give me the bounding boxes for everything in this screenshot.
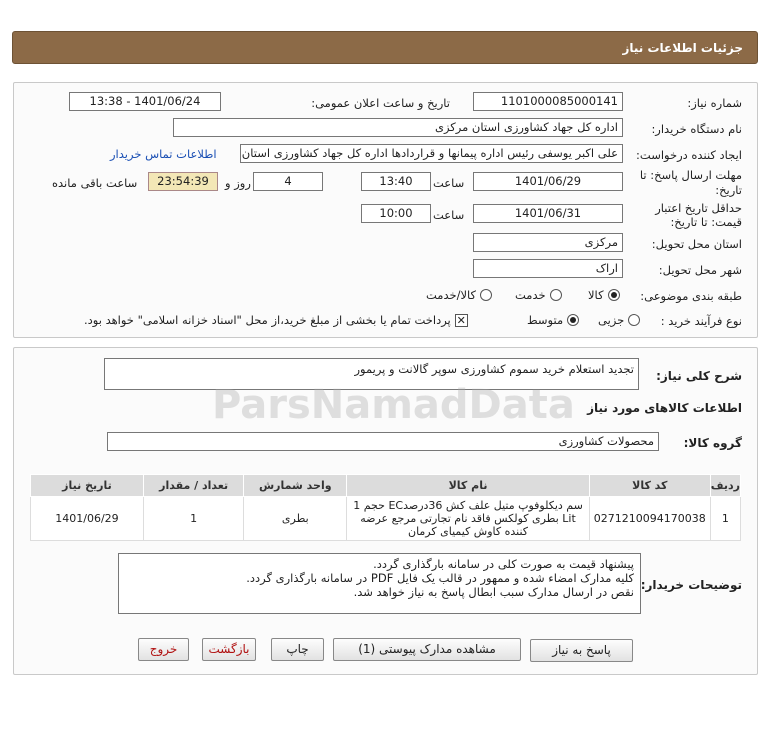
attachments-button[interactable]: مشاهده مدارک پیوستی (1) bbox=[333, 638, 521, 661]
watermark-brand: ParsNamadData bbox=[212, 382, 575, 428]
province-field: مرکزی bbox=[473, 233, 623, 252]
process-option-medium[interactable]: متوسط bbox=[527, 313, 579, 327]
days-label: روز و bbox=[225, 176, 251, 190]
radio-icon[interactable] bbox=[550, 289, 562, 301]
column-header-code: کد کالا bbox=[589, 475, 710, 497]
summary-field: تجدید استعلام خرید سموم کشاورزی سوپر گالانت و پریمور bbox=[104, 358, 639, 390]
checkbox-icon[interactable]: ✕ bbox=[456, 313, 466, 327]
validity-date-field: 1401/06/31 bbox=[473, 204, 623, 223]
column-header-unit: واحد شمارش bbox=[244, 475, 347, 497]
city-label: شهر محل تحویل: bbox=[658, 263, 742, 277]
buyer-contact-link[interactable]: اطلاعات تماس خریدار bbox=[110, 147, 217, 161]
validity-label: حداقل تاریخ اعتبار bbox=[655, 201, 742, 215]
deadline-label: مهلت ارسال پاسخ: تا bbox=[639, 168, 742, 182]
back-button[interactable]: بازگشت bbox=[202, 638, 256, 661]
validity-time-field: 10:00 bbox=[361, 204, 431, 223]
items-table bbox=[30, 474, 741, 541]
notes-line: کلیه مدارک امضاء شده و ممهور در قالب یک فایل PDF در سامانه بارگذاری گردد. bbox=[246, 571, 634, 585]
process-option-minor[interactable]: جزیی bbox=[598, 313, 640, 327]
column-header-row-number: ردیف bbox=[710, 475, 740, 497]
province-label: استان محل تحویل: bbox=[651, 237, 742, 251]
notes-line: نقص در ارسال مدارک سبب ابطال پاسخ به نیاز خواهد شد. bbox=[353, 585, 634, 599]
process-label: نوع فرآیند خرید : bbox=[660, 314, 742, 328]
cell-code: 0271210094170038 bbox=[589, 497, 710, 541]
deadline-time-field: 13:40 bbox=[361, 172, 431, 191]
days-remaining-field: 4 bbox=[253, 172, 323, 191]
notes-label: توضیحات خریدار: bbox=[640, 578, 742, 592]
radio-icon[interactable] bbox=[628, 314, 640, 326]
need-number-label: شماره نیاز: bbox=[687, 96, 742, 110]
treasury-payment-option[interactable]: ✕ پرداخت تمام یا بخشی از مبلغ خرید،از محل "اسناد خزانه اسلامی" خواهد بود. bbox=[84, 313, 466, 327]
table-header-row bbox=[31, 475, 741, 497]
column-header-quantity: تعداد / مقدار bbox=[143, 475, 243, 497]
reply-button[interactable]: پاسخ به نیاز bbox=[530, 639, 633, 662]
table-row bbox=[31, 497, 741, 541]
buyer-org-field: اداره کل جهاد کشاورزی استان مرکزی bbox=[173, 118, 623, 137]
cell-quantity: 1 bbox=[143, 497, 243, 541]
summary-label: شرح کلی نیاز: bbox=[656, 369, 742, 383]
validity-time-label: ساعت bbox=[433, 208, 465, 222]
creator-field: علی اکبر یوسفی رئیس اداره پیمانها و قراردادها اداره کل جهاد کشاورزی استان bbox=[240, 144, 623, 163]
category-option-service[interactable]: خدمت bbox=[515, 288, 562, 302]
category-label: طبقه بندی موضوعی: bbox=[640, 289, 742, 303]
goods-group-field: محصولات کشاورزی bbox=[107, 432, 659, 451]
column-header-name: نام کالا bbox=[347, 475, 590, 497]
notes-field bbox=[118, 553, 641, 614]
announce-date-field: 1401/06/24 - 13:38 bbox=[69, 92, 221, 111]
cell-row-number: 1 bbox=[710, 497, 740, 541]
goods-group-label: گروه کالا: bbox=[683, 436, 742, 450]
radio-selected-icon[interactable] bbox=[567, 314, 579, 326]
deadline-label-2: تاریخ: bbox=[715, 183, 742, 197]
notes-line: پیشنهاد قیمت به صورت کلی در سامانه بارگذاری گردد. bbox=[373, 557, 634, 571]
print-button[interactable]: چاپ bbox=[271, 638, 324, 661]
category-option-goods[interactable]: کالا bbox=[588, 288, 620, 302]
page-header bbox=[12, 31, 758, 64]
validity-label-2: قیمت: تا تاریخ: bbox=[670, 215, 742, 229]
page-title: جزئیات اطلاعات نیاز bbox=[622, 41, 743, 55]
cell-name: سم دیکلوفوپ متیل علف کش 36درصدEC حجم 1 Lit بطری کولکس فاقد نام تجارتی مرجع عرضه کننده کاوش کیمیای کرمان bbox=[347, 497, 590, 541]
deadline-time-label: ساعت bbox=[433, 176, 465, 190]
radio-icon[interactable] bbox=[480, 289, 492, 301]
exit-button[interactable]: خروج bbox=[138, 638, 189, 661]
announce-date-label: تاریخ و ساعت اعلان عمومی: bbox=[311, 96, 450, 110]
radio-selected-icon[interactable] bbox=[608, 289, 620, 301]
goods-section-title: اطلاعات کالاهای مورد نیاز bbox=[587, 401, 742, 415]
need-number-field: 1101000085000141 bbox=[473, 92, 623, 111]
remaining-time-label: ساعت باقی مانده bbox=[52, 176, 138, 190]
cell-need-date: 1401/06/29 bbox=[31, 497, 144, 541]
cell-unit: بطری bbox=[244, 497, 347, 541]
remaining-time-field: 23:54:39 bbox=[148, 172, 218, 191]
buyer-org-label: نام دستگاه خریدار: bbox=[651, 122, 742, 136]
creator-label: ایجاد کننده درخواست: bbox=[636, 148, 742, 162]
category-option-goods-service[interactable]: کالا/خدمت bbox=[426, 288, 492, 302]
deadline-date-field: 1401/06/29 bbox=[473, 172, 623, 191]
column-header-need-date: تاریخ نیاز bbox=[31, 475, 144, 497]
city-field: اراک bbox=[473, 259, 623, 278]
